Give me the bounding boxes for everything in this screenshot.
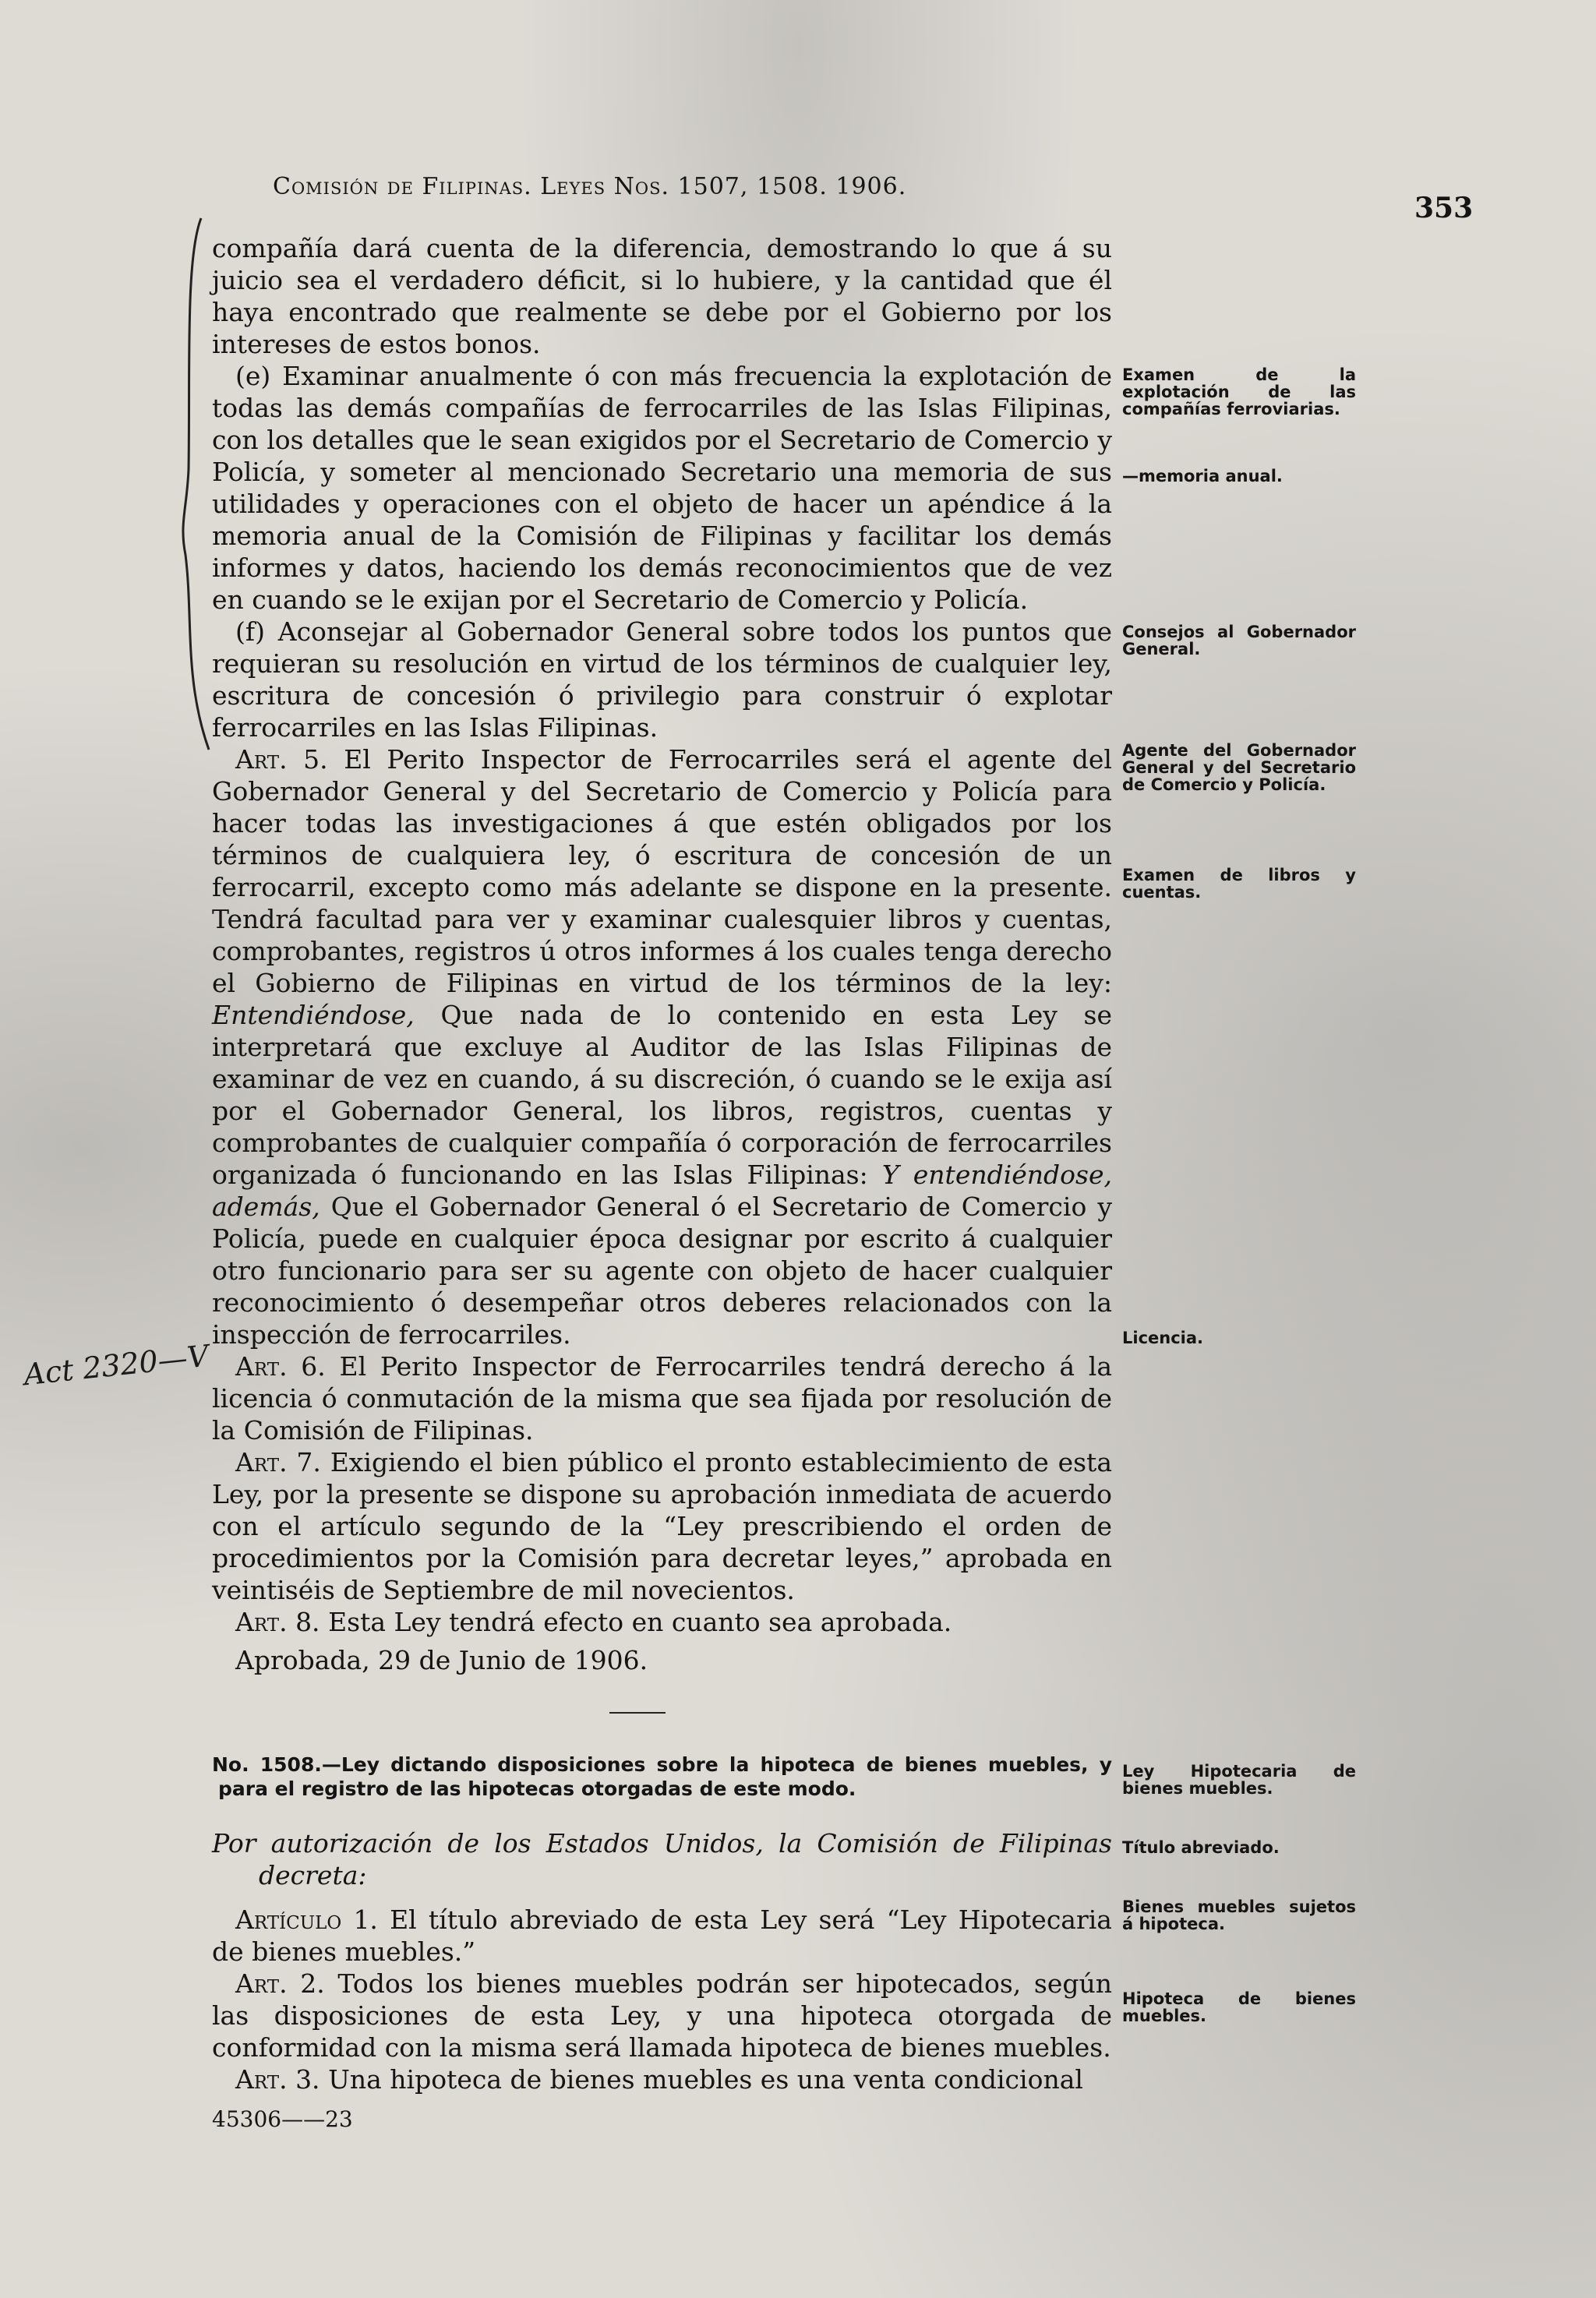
article-text: Esta Ley tendrá efecto en cuanto sea aprobada.: [328, 1607, 952, 1637]
article-label: Artículo 1.: [235, 1904, 378, 1935]
margin-note-titulo-abreviado: Título abreviado.: [1122, 1838, 1280, 1857]
proviso-italic: Entendiéndose,: [212, 1000, 415, 1030]
article-1: [212, 1904, 1112, 1968]
article-label: Art. 6.: [235, 1351, 326, 1382]
paragraph-f: (f) Aconsejar al Gobernador General sobre todos los puntos que requieran su resolución en virtud de los términos de cualquier ley, escritura de concesión ó privilegio para construir ó explotar ferrocarriles en las Islas Filipinas.: [212, 616, 1112, 743]
article-label: Art. 2.: [235, 1968, 325, 1999]
article-text: El título abreviado de esta Ley será “Ley Hipotecaria de bienes muebles.”: [212, 1904, 1112, 1967]
article-5: [212, 743, 1112, 1350]
margin-note-agente: Agente del Gobernador General y del Secretario de Comercio y Policía.: [1122, 741, 1356, 794]
article-label: Art. 3.: [235, 2064, 320, 2095]
margin-note-examen-explotacion: Examen de la explotación de las compañías ferroviarias.: [1122, 365, 1356, 418]
margin-note-consejos: Consejos al Gobernador General.: [1122, 623, 1356, 658]
article-text: Que el Gobernador General ó el Secretario de Comercio y Policía, puede en cualquier época designar por escrito á cualquier otro funcionario para ser su agente con objeto de hacer cualquier reconocimiento ó desempeñar otros deberes relacionados con la inspección de ferrocarriles.: [212, 1191, 1112, 1350]
margin-note-bienes-sujetos: Bienes muebles sujetos á hipoteca.: [1122, 1897, 1356, 1933]
article-text: Una hipoteca de bienes muebles es una venta condicional: [328, 2064, 1083, 2095]
article-2: [212, 1968, 1112, 2063]
margin-note-memoria-anual: —memoria anual.: [1122, 467, 1283, 485]
printer-signature: 45306——23: [212, 2106, 353, 2132]
article-label: Art. 7.: [235, 1447, 321, 1477]
article-6: [212, 1350, 1112, 1446]
handwritten-annotation: Act 2320—V: [22, 1338, 210, 1393]
main-text-column: [212, 232, 1112, 2135]
paragraph-e: (e) Examinar anualmente ó con más frecuencia la explotación de todas las demás compañías de ferrocarriles de las Islas Filipinas, con los detalles que le sean exigidos por el Secretario de Comercio y Policía, y someter al mencionado Secretario una memoria de sus utilidades y operaciones con el objeto de hacer un apéndice á la memoria anual de la Comisión de Filipinas y facilitar los demás informes y datos, haciendo los demás reconocimientos que de vez en cuando se le exijan por el Secretario de Comercio y Policía.: [212, 361, 1112, 615]
article-3: [212, 2063, 1112, 2095]
running-head: Comisión de Filipinas. Leyes Nos. 1507, 1508. 1906.: [273, 173, 907, 200]
article-text: Que nada de lo contenido en esta Ley se interpretará que excluye al Auditor de las Islas Filipinas de examinar de vez en cuando, á su discreción, ó cuando se le exija así por el Gobernador General, los libros, registros, cuentas y comprobantes de cualquier compañía ó corporación de ferrocarriles organizada ó funcionando en las Islas Filipinas:: [212, 1000, 1113, 1190]
article-text: Exigiendo el bien público el pronto establecimiento de esta Ley, por la presente se dispone su aprobación inmediata de acuerdo con el artículo segundo de la “Ley prescribiendo el orden de procedimientos por la Comisión para decretar leyes,” aprobada en veintiséis de Septiembre de mil novecientos.: [212, 1447, 1112, 1605]
paragraph-continuation: compañía dará cuenta de la diferencia, demostrando lo que á su juicio sea el verdadero déficit, si lo hubiere, y la cantidad que él haya encontrado que realmente se debe por el Gobierno por los intereses de estos bonos.: [212, 233, 1112, 359]
proviso-italic: Y entendiéndose, además,: [212, 1160, 1113, 1222]
article-7: [212, 1446, 1112, 1606]
margin-note-hipoteca-bienes: Hipoteca de bienes muebles.: [1122, 1989, 1356, 2025]
article-8: [212, 1606, 1112, 1638]
article-label: Art. 5.: [235, 744, 328, 775]
margin-note-ley-hipotecaria: Ley Hipotecaria de bienes muebles.: [1122, 1762, 1356, 1798]
article-text: El Perito Inspector de Ferrocarriles tendrá derecho á la licencia ó conmutación de la misma que sea fijada por resolución de la Comisión de Filipinas.: [212, 1351, 1112, 1446]
article-text: Todos los bienes muebles podrán ser hipotecados, según las disposiciones de esta Ley, y una hipoteca otorgada de conformidad con la misma será llamada hipoteca de bienes muebles.: [212, 1968, 1112, 2063]
margin-note-licencia: Licencia.: [1122, 1329, 1204, 1347]
approval-date: Aprobada, 29 de Junio de 1906.: [235, 1645, 648, 1675]
article-label: Art. 8.: [235, 1607, 320, 1637]
margin-note-libros-cuentas: Examen de libros y cuentas.: [1122, 866, 1356, 902]
page-number: 353: [1414, 192, 1474, 224]
law-1508-heading: No. 1508.—Ley dictando disposiciones sobre la hipoteca de bienes muebles, y para el registro de las hipotecas otorgadas de este modo.: [212, 1753, 1112, 1800]
article-text: El Perito Inspector de Ferrocarriles será el agente del Gobernador General y del Secretario de Comercio y Policía para hacer todas las investigaciones á que estén obligados por los términos de cualquiera ley, ó escritura de concesión de un ferrocarril, excepto como más adelante se dispone en la presente. Tendrá facultad para ver y examinar cualesquier libros y cuentas, comprobantes, registros ú otros informes á los cuales tenga derecho el Gobierno de Filipinas en virtud de los términos de la ley:: [212, 744, 1112, 998]
section-divider: [609, 1712, 666, 1714]
enacting-clause: Por autorización de los Estados Unidos, la Comisión de Filipinas decreta:: [212, 1828, 1112, 1890]
